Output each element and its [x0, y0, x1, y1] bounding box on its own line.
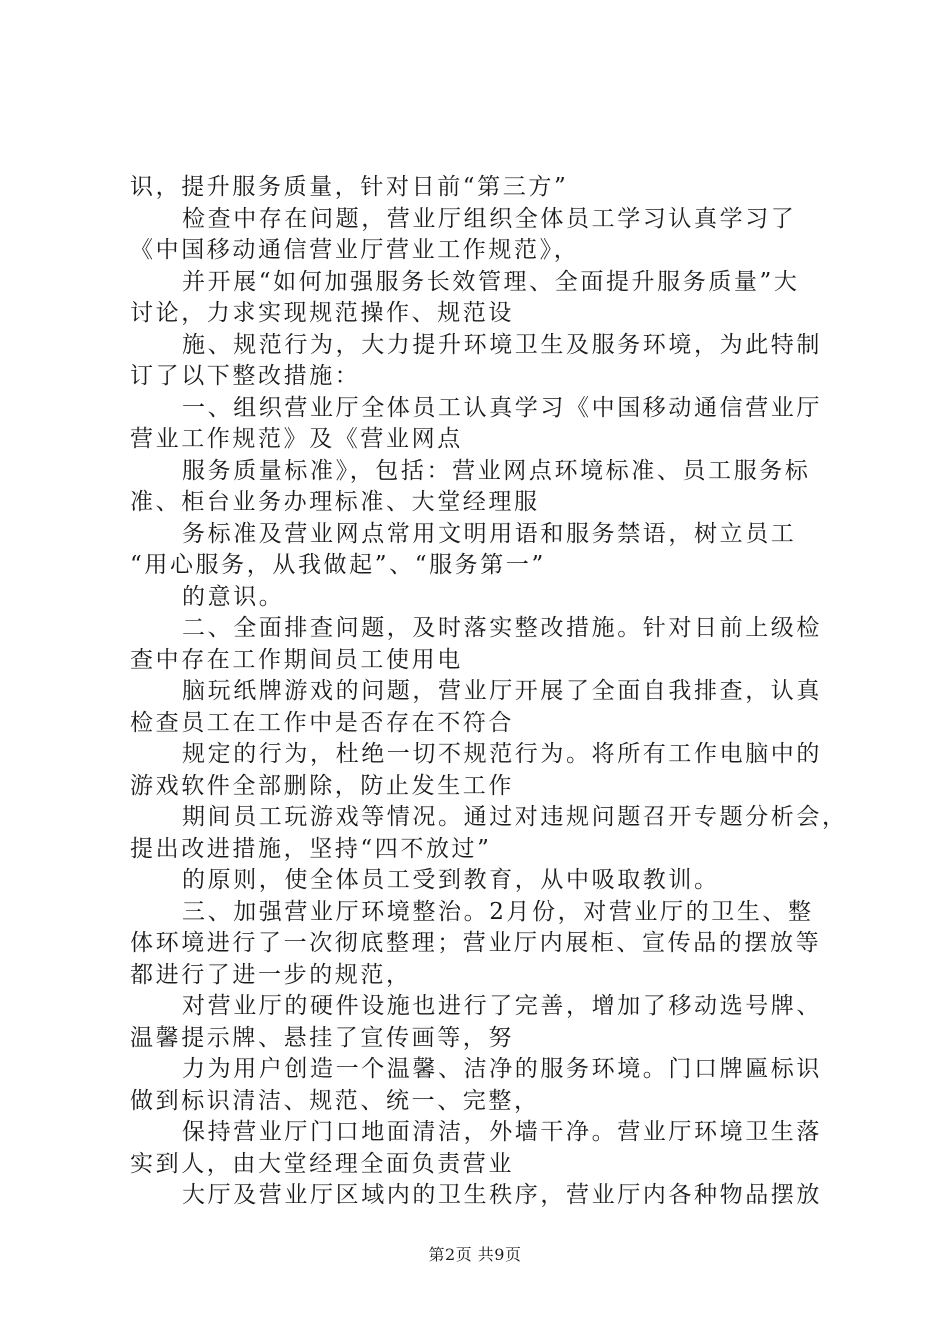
- text-line: 的意识。: [182, 583, 285, 610]
- text-line: 服务质量标准》，包括：营业网点环境标准、员工服务标: [182, 457, 811, 484]
- text-line: 二、全面排查问题，及时落实整改措施。针对日前上级检: [182, 615, 822, 641]
- text-line: 大厅及营业厅区域内的卫生秩序，营业厅内各种物品摆放: [182, 1182, 822, 1208]
- document-body: [130, 172, 848, 1212]
- text-line: 的原则，使全体员工受到教育，从中吸取教训。: [182, 867, 720, 893]
- page-footer: 第2页 共9页: [428, 1245, 522, 1264]
- text-line: 订了以下整改措施：: [130, 363, 361, 389]
- text-line: 识，提升服务质量，针对日前“第三方”: [130, 174, 569, 200]
- text-line: 力为用户创造一个温馨、洁净的服务环境。门口牌匾标识: [182, 1056, 822, 1082]
- text-line: 检查员工在工作中是否存在不符合: [130, 709, 514, 736]
- text-line: 检查中存在问题，营业厅组织全体员工学习认真学习了: [182, 205, 797, 232]
- text-line: 规定的行为，杜绝一切不规范行为。将所有工作电脑中的: [182, 741, 822, 767]
- text-line: 《中国移动通信营业厅营业工作规范》，: [130, 237, 580, 263]
- text-line: 营业工作规范》及《营业网点: [130, 426, 463, 452]
- text-line: 脑玩纸牌游戏的问题，营业厅开展了全面自我排查，认真: [182, 678, 822, 704]
- text-line: 施、规范行为，大力提升环境卫生及服务环境，为此特制: [182, 331, 822, 358]
- text-line: 都进行了进一步的规范，: [130, 961, 412, 988]
- text-line: 三、加强营业厅环境整治。2月份，对营业厅的卫生、整: [182, 898, 814, 925]
- text-line: 务标准及营业网点常用文明用语和服务禁语，树立员工: [182, 520, 797, 547]
- text-line: “用心服务，从我做起”、“服务第一”: [130, 552, 546, 578]
- text-line: 保持营业厅门口地面清洁，外墙干净。营业厅环境卫生落: [182, 1119, 822, 1145]
- text-line: 对营业厅的硬件设施也进行了完善，增加了移动选号牌、: [182, 993, 822, 1019]
- text-line: 游戏软件全部删除，防止发生工作: [130, 772, 514, 799]
- text-line: 并开展“如何加强服务长效管理、全面提升服务质量”大: [182, 268, 800, 295]
- text-line: 讨论，力求实现规范操作、规范设: [130, 300, 514, 326]
- text-line: 查中存在工作期间员工使用电: [130, 646, 463, 673]
- text-line: 温馨提示牌、悬挂了宣传画等，努: [130, 1024, 514, 1051]
- text-line: 准、柜台业务办理标准、大堂经理服: [130, 489, 540, 515]
- text-line: 提出改进措施，坚持“四不放过”: [130, 835, 492, 862]
- text-line: 实到人，由大堂经理全面负责营业: [130, 1150, 514, 1177]
- text-line: 做到标识清洁、规范、统一、完整，: [130, 1087, 540, 1114]
- text-line: 一、组织营业厅全体员工认真学习《中国移动通信营业厅: [182, 394, 822, 421]
- text-line: 体环境进行了一次彻底整理；营业厅内展柜、宣传品的摆放等: [130, 930, 822, 956]
- text-line: 期间员工玩游戏等情况。通过对违规问题召开专题分析会，: [182, 804, 848, 830]
